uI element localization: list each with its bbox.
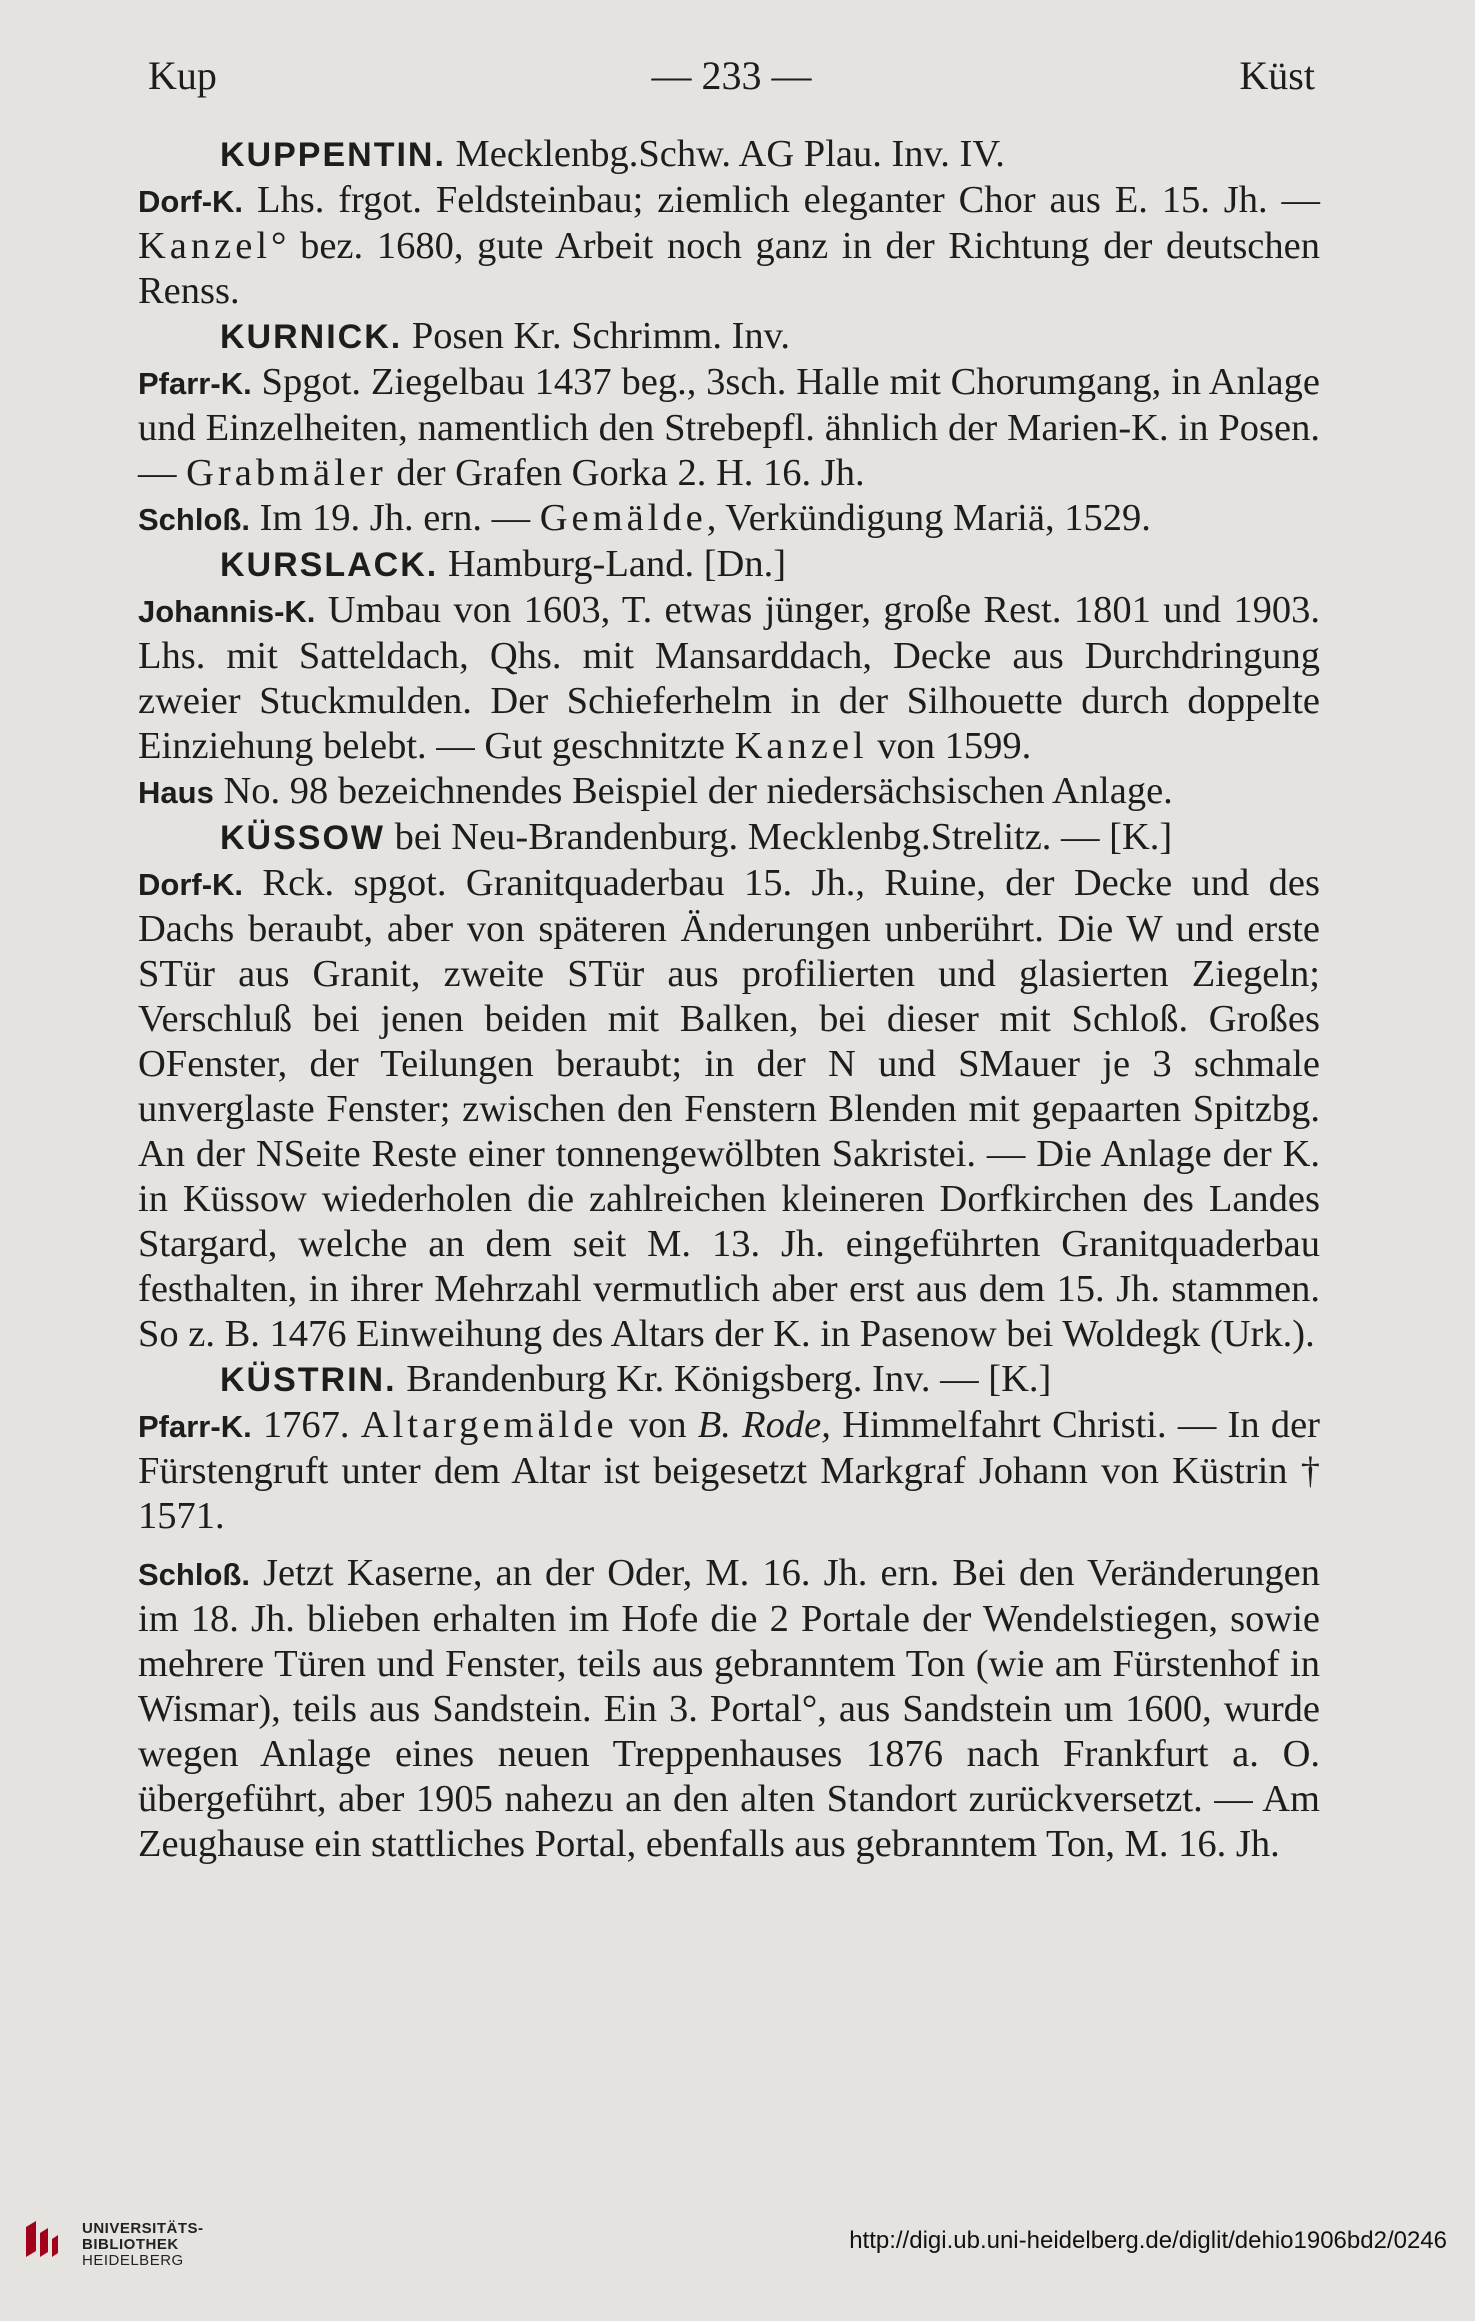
place-name: KÜSSOW xyxy=(220,819,385,857)
building-label: Pfarr-K. xyxy=(138,366,252,401)
paragraph-text: 1767. xyxy=(251,1404,361,1446)
spaced-term: Kanzel xyxy=(734,725,868,767)
paragraph-text: Rck. spgot. Granitquaderbau 15. Jh., Ruine, der Decke und des Dachs beraubt, aber von späteren Änderungen unberührt. Die W und erste STür aus Granit, zweite STür aus profilierten und glasierten Ziegeln; Verschluß bei jenen beiden mit Balken, bei dieser mit Schloß. Großes OFenster, der Teilungen beraubt; in der N und SMauer je 3 schmale unverglaste Fenster; zwischen den Fenstern Blenden mit gepaarten Spitzbg. An der NSeite Reste einer tonnengewölbten Sakristei. — Die Anlage der K. in Küssow wiederholen die zahlreichen kleineren Dorfkirchen des Landes Stargard, welche an dem seit M. 13. Jh. eingeführten Granitquaderbau festhalten, in ihrer Mehrzahl vermutlich aber erst aus dem 15. Jh. stammen. So z. B. 1476 Einweihung des Altars der K. in Pasenow bei Woldegk (Urk.). xyxy=(138,862,1320,1355)
spaced-term: Gemälde xyxy=(539,497,707,539)
entry-kuppentin xyxy=(138,132,1320,314)
digitization-footer xyxy=(0,2205,1475,2275)
logo-line: HEIDELBERG xyxy=(82,2252,184,2269)
place-info: bei Neu-Brandenburg. Mecklenbg.Strelitz. — [K.] xyxy=(385,816,1173,858)
building-label: Schloß. xyxy=(138,502,250,537)
entry-paragraph xyxy=(138,360,1320,496)
paragraph-text: Im 19. Jh. ern. — xyxy=(249,497,540,539)
entry-heading xyxy=(138,1357,1320,1403)
entry-heading xyxy=(138,542,1320,588)
library-logo-text xyxy=(82,2221,204,2269)
place-info: Brandenburg Kr. Königsberg. Inv. — [K.] xyxy=(396,1358,1052,1400)
entry-kurnick xyxy=(138,314,1320,542)
logo-line: BIBLIOTHEK xyxy=(82,2236,179,2253)
entry-kurslack xyxy=(138,542,1320,815)
library-logo-icon xyxy=(22,2217,60,2261)
logo-line: UNIVERSITÄTS- xyxy=(82,2220,204,2237)
place-info: Hamburg-Land. [Dn.] xyxy=(438,543,787,585)
entry-paragraph xyxy=(138,861,1320,1357)
spaced-term: Grabmäler xyxy=(186,452,387,494)
entry-paragraph xyxy=(138,178,1320,314)
entry-paragraph xyxy=(138,769,1320,815)
header-left-catchword: Kup xyxy=(148,53,217,98)
place-name: KURNICK. xyxy=(220,318,403,356)
paragraph-text: , Verkündigung Mariä, 1529. xyxy=(706,497,1151,539)
spaced-term: Altargemälde xyxy=(360,1404,618,1446)
place-name: KURSLACK. xyxy=(220,546,439,584)
paragraph-text: No. 98 bezeichnendes Beispiel der niedersächsischen Anlage. xyxy=(213,770,1173,812)
artist-name: B. Rode, xyxy=(697,1404,831,1446)
place-name: KUPPENTIN. xyxy=(220,136,446,174)
building-label: Pfarr-K. xyxy=(138,1409,252,1444)
body-text xyxy=(138,132,1320,1867)
place-info: Mecklenbg.Schw. AG Plau. Inv. IV. xyxy=(445,133,1005,175)
entry-paragraph xyxy=(138,588,1320,769)
building-label: Schloß. xyxy=(138,1557,250,1592)
entry-paragraph xyxy=(138,1551,1320,1867)
entry-heading xyxy=(138,815,1320,861)
running-header xyxy=(148,52,1315,102)
entry-kuestrin xyxy=(138,1357,1320,1867)
paragraph-text: Himmelfahrt Christi. — In der Fürstengruft unter dem Altar ist beigesetzt Markgraf Johann von Küstrin † 1571. xyxy=(138,1404,1320,1537)
place-info: Posen Kr. Schrimm. Inv. xyxy=(402,315,791,357)
place-name: KÜSTRIN. xyxy=(220,1361,397,1399)
paragraph-text: von xyxy=(617,1404,698,1446)
paragraph-text: ° bez. 1680, gute Arbeit noch ganz in der Richtung der deutschen Renss. xyxy=(138,225,1320,312)
entry-paragraph xyxy=(138,1403,1320,1539)
page-number: — 233 — xyxy=(651,53,812,98)
paragraph-text: Lhs. frgot. Feldsteinbau; ziemlich eleganter Chor aus E. 15. Jh. — xyxy=(243,179,1320,221)
entry-paragraph xyxy=(138,496,1320,542)
building-label: Johannis-K. xyxy=(138,594,316,629)
entry-heading xyxy=(138,314,1320,360)
paragraph-text: Jetzt Kaserne, an der Oder, M. 16. Jh. ern. Bei den Veränderungen im 18. Jh. blieben erhalten im Hofe die 2 Portale der Wendelstiegen, sowie mehrere Türen und Fenster, teils aus gebranntem Ton (wie am Fürstenhof in Wismar), teils aus Sandstein. Ein 3. Portal°, aus Sandstein um 1600, wurde wegen Anlage eines neuen Treppenhauses 1876 nach Frankfurt a. O. übergeführt, aber 1905 nahezu an den alten Standort zurückversetzt. — Am Zeughause ein stattliches Portal, ebenfalls aus gebranntem Ton, M. 16. Jh. xyxy=(138,1552,1320,1865)
paragraph-text: von 1599. xyxy=(867,725,1032,767)
building-label: Dorf-K. xyxy=(138,184,244,219)
paragraph-text: Umbau von 1603, T. etwas jünger, große Rest. 1801 und 1903. Lhs. mit Satteldach, Qhs. mit Mansarddach, Decke aus Durchdringung zweier Stuckmulden. Der Schieferhelm in der Silhouette durch doppelte Einziehung belebt. — Gut geschnitzte xyxy=(138,589,1320,767)
paragraph-text: Spgot. Ziegelbau 1437 beg., 3sch. Halle mit Chorumgang, in Anlage und Einzelheiten, namentlich den Strebepfl. ähnlich der Marien-K. in Posen. — xyxy=(138,361,1320,494)
spaced-term: Kanzel xyxy=(138,225,272,267)
building-label: Haus xyxy=(138,775,214,810)
paragraph-text: der Grafen Gorka 2. H. 16. Jh. xyxy=(386,452,865,494)
entry-kuessow xyxy=(138,815,1320,1357)
entry-heading xyxy=(138,132,1320,178)
building-label: Dorf-K. xyxy=(138,867,244,902)
header-right-catchword: Küst xyxy=(1239,53,1315,98)
source-url-link[interactable]: http://digi.ub.uni-heidelberg.de/diglit/dehio1906bd2/0246 xyxy=(849,2227,1447,2254)
